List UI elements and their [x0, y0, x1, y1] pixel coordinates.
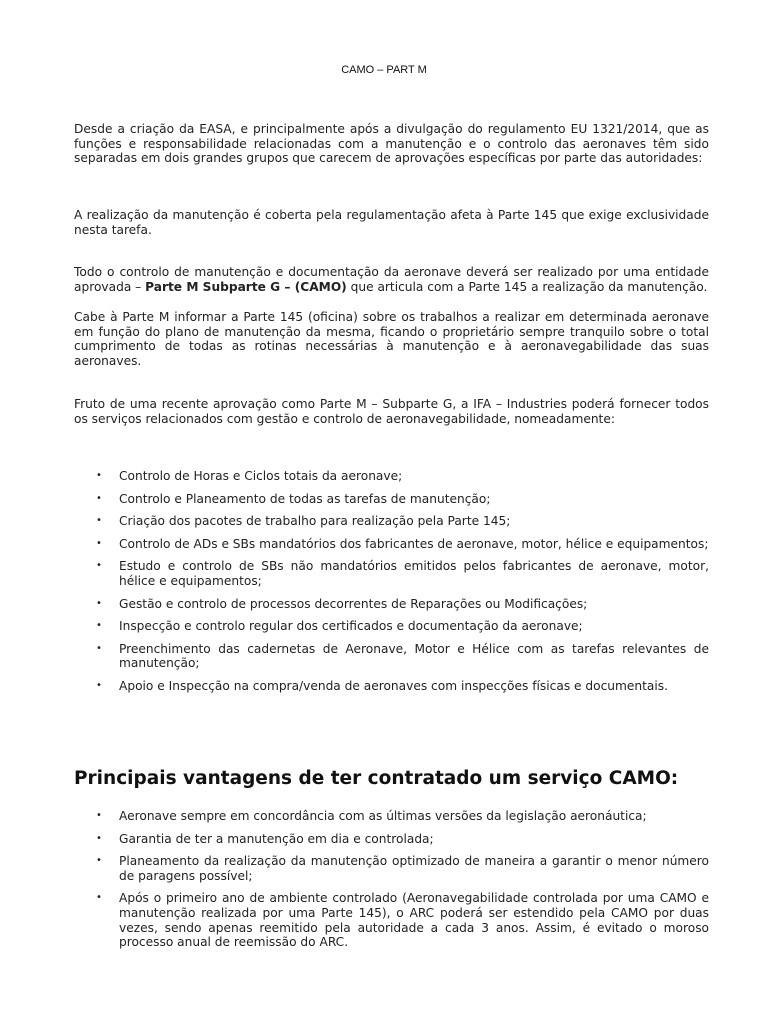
control-paragraph-start: Todo o controlo de manutenção e documentação da aeronave deverá ser realizado por uma entidade aprovada –	[74, 265, 709, 294]
control-paragraph	[74, 265, 709, 294]
list-item: • Controlo e Planeamento de todas as tarefas de manutenção;	[96, 491, 491, 506]
bullet-icon: •	[96, 597, 102, 609]
list-item: • Estudo e controlo de SBs não mandatórios emitidos pelos fabricantes de aeronave, motor, hélice e equipamentos;	[96, 559, 709, 588]
list-item: • Aeronave sempre em concordância com as últimas versões da legislação aeronáutica;	[96, 809, 647, 823]
advantages-heading: Principais vantagens de ter contratado um serviço CAMO:	[74, 768, 679, 789]
list-item: • Inspecção e controlo regular dos certificados e documentação da aeronave;	[96, 619, 583, 634]
bullet-icon: •	[96, 560, 102, 572]
list-item: • Garantia de ter a manutenção em dia e controlada;	[96, 831, 434, 846]
bullet-icon: •	[96, 892, 102, 904]
list-item: • Criação dos pacotes de trabalho para realização pela Parte 145;	[96, 514, 511, 529]
list-item: • Após o primeiro ano de ambiente controlado (Aeronavegabilidade controlada por uma CAMO e manutenção realizada por uma Parte 145), o ARC poderá ser estendido pela CAMO por duas vezes, sendo apenas reemitido pela autoridade a cada 3 anos. Assim, é evitado o moroso processo anual de reemissão do ARC.	[96, 891, 709, 950]
document-title: CAMO – PART M	[341, 64, 427, 76]
bullet-icon: •	[96, 855, 102, 867]
bullet-icon: •	[96, 679, 102, 691]
list-item: • Controlo de Horas e Ciclos totais da aeronave;	[96, 469, 403, 483]
list-item: • Planeamento da realização da manutenção optimizado de maneira a garantir o menor número de paragens possível;	[96, 854, 709, 883]
list-item: • Controlo de ADs e SBs mandatórios dos fabricantes de aeronave, motor, hélice e equipamentos;	[96, 536, 709, 551]
camo-highlight: Parte M Subparte G – (CAMO)	[145, 279, 347, 294]
part-m-paragraph: Cabe à Parte M informar a Parte 145 (oficina) sobre os trabalhos a realizar em determinada aeronave em função do plano de manutenção da mesma, ficando o proprietário sempre tranquilo sobre o total cumprimento de todas as rotinas necessárias à manutenção e à aeronavegabilidade das suas aeronaves.	[74, 310, 709, 368]
control-paragraph-end: que articula com a Parte 145 a realização da manutenção.	[350, 279, 708, 294]
intro-paragraph: Desde a criação da EASA, e principalmente após a divulgação do regulamento EU 1321/2014, que as funções e responsabilidade relacionadas com a manutenção e o controlo das aeronaves têm sido separadas em dois grandes grupos que carecem de aprovações específicas por parte das autoridades:	[74, 122, 709, 166]
list-item: • Gestão e controlo de processos decorrentes de Reparações ou Modificações;	[96, 596, 588, 611]
bullet-icon: •	[96, 470, 102, 481]
services-list	[74, 469, 709, 702]
bullet-icon: •	[96, 642, 102, 654]
list-item: • Preenchimento das cadernetas de Aeronave, Motor e Hélice com as tarefas relevantes de manutenção;	[96, 641, 709, 671]
bullet-icon: •	[96, 620, 102, 632]
bullet-icon: •	[96, 537, 102, 549]
list-item: • Apoio e Inspecção na compra/venda de aeronaves com inspecções físicas e documentais.	[96, 678, 668, 693]
bullet-icon: •	[96, 492, 102, 504]
advantages-list	[74, 809, 709, 958]
maintenance-paragraph: A realização da manutenção é coberta pela regulamentação afeta à Parte 145 que exige exclusividade nesta tarefa.	[74, 208, 709, 237]
services-intro-paragraph: Fruto de uma recente aprovação como Parte M – Subparte G, a IFA – Industries poderá fornecer todos os serviços relacionados com gestão e controlo de aeronavegabilidade, nomeadamente:	[74, 397, 709, 426]
bullet-icon: •	[96, 515, 102, 527]
bullet-icon: •	[96, 832, 102, 844]
bullet-icon: •	[96, 810, 102, 821]
